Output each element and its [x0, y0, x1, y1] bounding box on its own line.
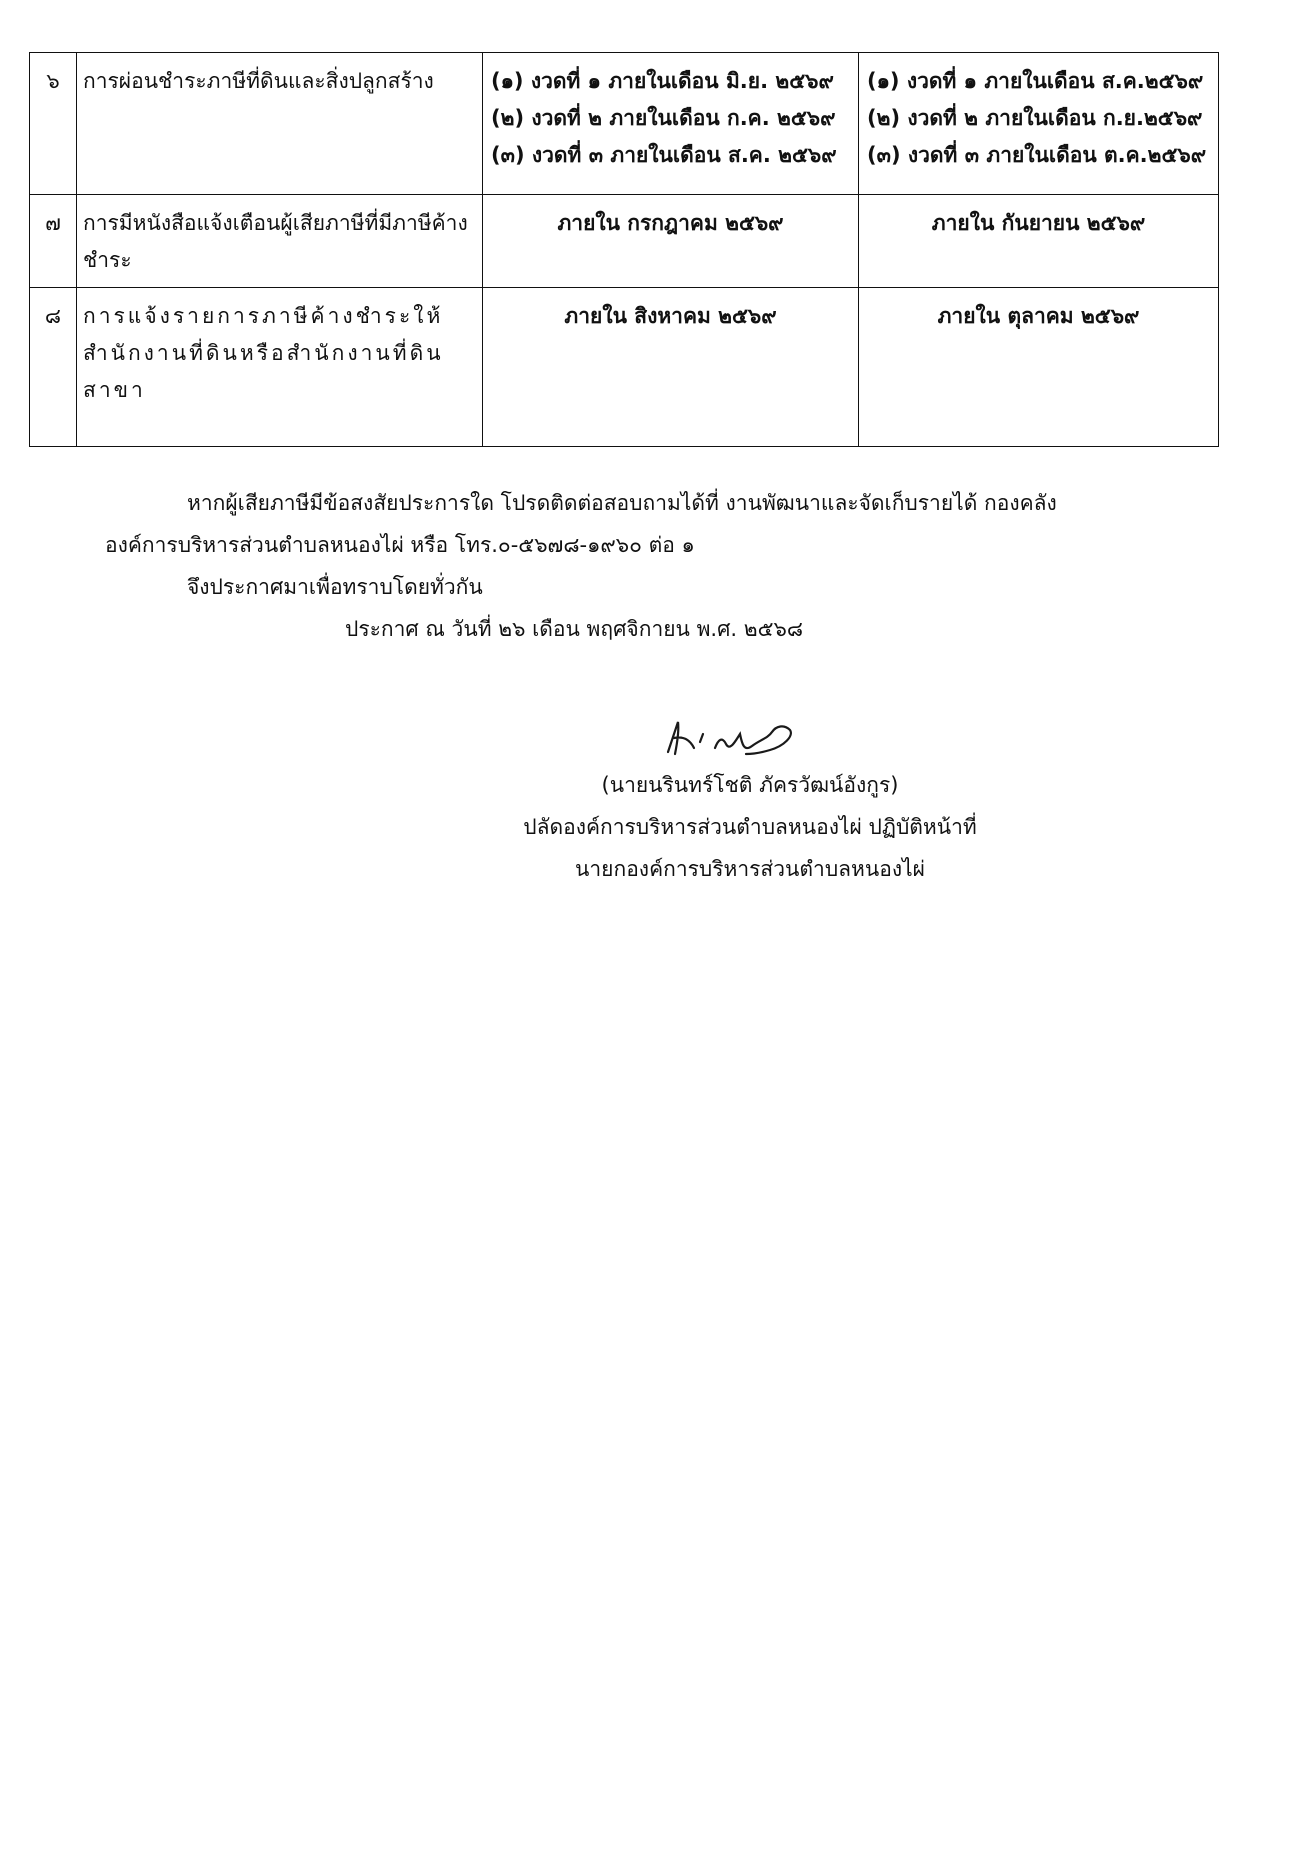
row-period-b — [859, 53, 1219, 195]
contact-paragraph-line2: องค์การบริหารส่วนตำบลหนองไผ่ หรือ โทร.๐-๕๖๗๘-๑๙๖๐ ต่อ ๑ — [105, 533, 695, 557]
announcement-date: ประกาศ ณ วันที่ ๒๖ เดือน พฤศจิกายน พ.ศ. ๒๕๖๘ — [345, 617, 804, 641]
period-b-installment-2: (๒) งวดที่ ๒ ภายในเดือน ก.ย.๒๕๖๙ — [867, 106, 1203, 130]
row-item: การแจ้งรายการภาษีค้างชำระให้สำนักงานที่ดินหรือสำนักงานที่ดินสาขา — [77, 288, 483, 447]
announcement-text: จึงประกาศมาเพื่อทราบโดยทั่วกัน — [187, 575, 483, 599]
signatory-position-line1: ปลัดองค์การบริหารส่วนตำบลหนองไผ่ ปฏิบัติหน้าที่ — [523, 815, 977, 839]
period-a-installment-3: (๓) งวดที่ ๓ ภายในเดือน ส.ค. ๒๕๖๙ — [491, 143, 837, 167]
signatory-position-line2: นายกองค์การบริหารส่วนตำบลหนองไผ่ — [575, 857, 925, 881]
row-period-a — [483, 53, 859, 195]
row-number: ๘ — [30, 288, 77, 447]
table-row — [30, 53, 1219, 195]
period-a-installment-1: (๑) งวดที่ ๑ ภายในเดือน มิ.ย. ๒๕๖๙ — [491, 69, 834, 93]
period-b-installment-1: (๑) งวดที่ ๑ ภายในเดือน ส.ค.๒๕๖๙ — [867, 69, 1204, 93]
period-b-installment-3: (๓) งวดที่ ๓ ภายในเดือน ต.ค.๒๕๖๙ — [867, 143, 1207, 167]
tax-schedule-table — [29, 52, 1219, 447]
row-period-a: ภายใน สิงหาคม ๒๕๖๙ — [483, 288, 859, 447]
row-item: การผ่อนชำระภาษีที่ดินและสิ่งปลูกสร้าง — [77, 53, 483, 195]
row-period-b: ภายใน กันยายน ๒๕๖๙ — [859, 195, 1219, 288]
table-row — [30, 288, 1219, 447]
row-period-b: ภายใน ตุลาคม ๒๕๖๙ — [859, 288, 1219, 447]
contact-paragraph-line1: หากผู้เสียภาษีมีข้อสงสัยประการใด โปรดติดต่อสอบถามได้ที่ งานพัฒนาและจัดเก็บรายได้ กองคลัง — [187, 491, 1057, 515]
row-item: การมีหนังสือแจ้งเตือนผู้เสียภาษีที่มีภาษีค้างชำระ — [77, 195, 483, 288]
signatory-name: (นายนรินทร์โชติ ภัครวัฒน์อังกูร) — [601, 773, 899, 797]
handwritten-signature — [660, 710, 830, 765]
row-period-a: ภายใน กรกฎาคม ๒๕๖๙ — [483, 195, 859, 288]
period-a-installment-2: (๒) งวดที่ ๒ ภายในเดือน ก.ค. ๒๕๖๙ — [491, 106, 836, 130]
row-number: ๗ — [30, 195, 77, 288]
row-number: ๖ — [30, 53, 77, 195]
table-row — [30, 195, 1219, 288]
